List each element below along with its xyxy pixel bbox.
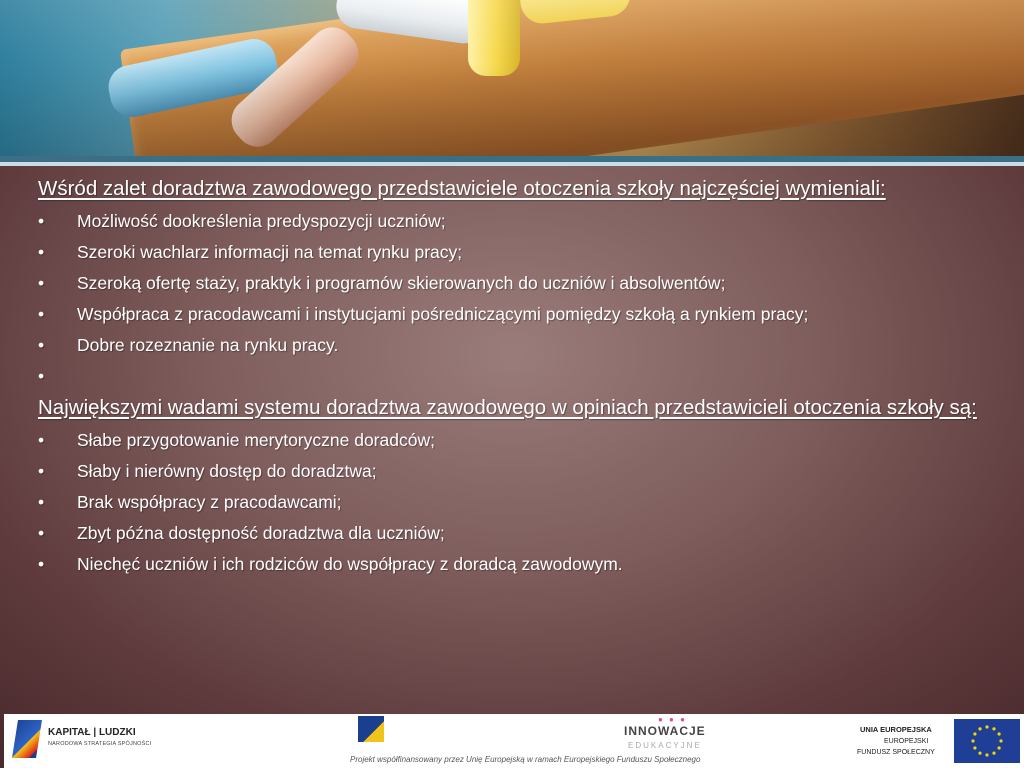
bullet: • (38, 366, 45, 386)
list-item (38, 206, 998, 237)
list-item (38, 425, 998, 456)
banner-shading (0, 0, 1024, 158)
bullet: • (38, 523, 45, 543)
list-item (38, 330, 998, 361)
eu-flag-icon (954, 719, 1020, 763)
list-item (38, 549, 998, 580)
list-item-text: Szeroką ofertę staży, praktyk i programów skierowanych do uczniów i absolwentów; (77, 273, 726, 293)
list-item (38, 299, 998, 330)
list-item-text: Słaby i nierówny dostęp do doradztwa; (77, 461, 377, 481)
list-item-text: Możliwość dookreślenia predyspozycji uczniów; (77, 211, 446, 231)
list-item-text: Niechęć uczniów i ich rodziców do współpracy z doradcą zawodowym. (77, 554, 623, 574)
list-item (38, 456, 998, 487)
bullet: • (38, 273, 45, 293)
eu-logo-line-3: FUNDUSZ SPOŁECZNY (857, 749, 935, 756)
advantages-list (38, 206, 998, 392)
innowacje-subtitle: EDUKACYJNE (628, 741, 702, 750)
eu-logo-line-2: EUROPEJSKI (884, 738, 929, 745)
poland-emblem-icon (358, 716, 384, 742)
bullet: • (38, 242, 45, 262)
weaknesses-list (38, 425, 998, 580)
slide-content (38, 172, 998, 580)
header-banner-chalk-photo (0, 0, 1024, 158)
kapital-ludzki-logo-text: KAPITAŁ | LUDZKI (48, 727, 136, 738)
project-cofinanced-note: Projekt współfinansowany przez Unię Europejską w ramach Europejskiego Funduszu Społecznego (350, 755, 701, 764)
bullet: • (38, 430, 45, 450)
list-item-text: Szeroki wachlarz informacji na temat rynku pracy; (77, 242, 463, 262)
eu-stars-icon (967, 721, 1007, 761)
kapital-ludzki-emblem-icon (12, 720, 42, 758)
list-item (38, 237, 998, 268)
list-item (38, 487, 998, 518)
list-item-text: Dobre rozeznanie na rynku pracy. (77, 335, 339, 355)
list-item-text: Zbyt późna dostępność doradztwa dla uczniów; (77, 523, 445, 543)
bullet: • (38, 211, 45, 231)
bullet: • (38, 461, 45, 481)
eu-logo-line-1: UNIA EUROPEJSKA (860, 725, 932, 734)
list-item-text: Słabe przygotowanie merytoryczne doradców; (77, 430, 435, 450)
bullet: • (38, 554, 45, 574)
list-item (38, 518, 998, 549)
weaknesses-heading: Największymi wadami systemu doradztwa zawodowego w opiniach przedstawicieli otoczenia szkoły są: (38, 396, 977, 419)
list-item-text: Brak współpracy z pracodawcami; (77, 492, 342, 512)
advantages-heading: Wśród zalet doradztwa zawodowego przedstawiciele otoczenia szkoły najczęściej wymieniali: (38, 177, 886, 200)
list-item-empty (38, 361, 998, 392)
divider-stripe-light (0, 162, 1024, 166)
innowacje-dots-icon: ● ● ● (658, 715, 687, 724)
footer-logo-bar (4, 714, 1024, 768)
bullet: • (38, 304, 45, 324)
bullet: • (38, 335, 45, 355)
list-item-text: Współpraca z pracodawcami i instytucjami pośredniczącymi pomiędzy szkołą a rynkiem pracy; (77, 304, 809, 324)
kapital-ludzki-subtitle: NARODOWA STRATEGIA SPÓJNOŚCI (48, 741, 152, 747)
bullet: • (38, 492, 45, 512)
list-item (38, 268, 998, 299)
innowacje-logo-text: INNOWACJE (624, 724, 706, 738)
